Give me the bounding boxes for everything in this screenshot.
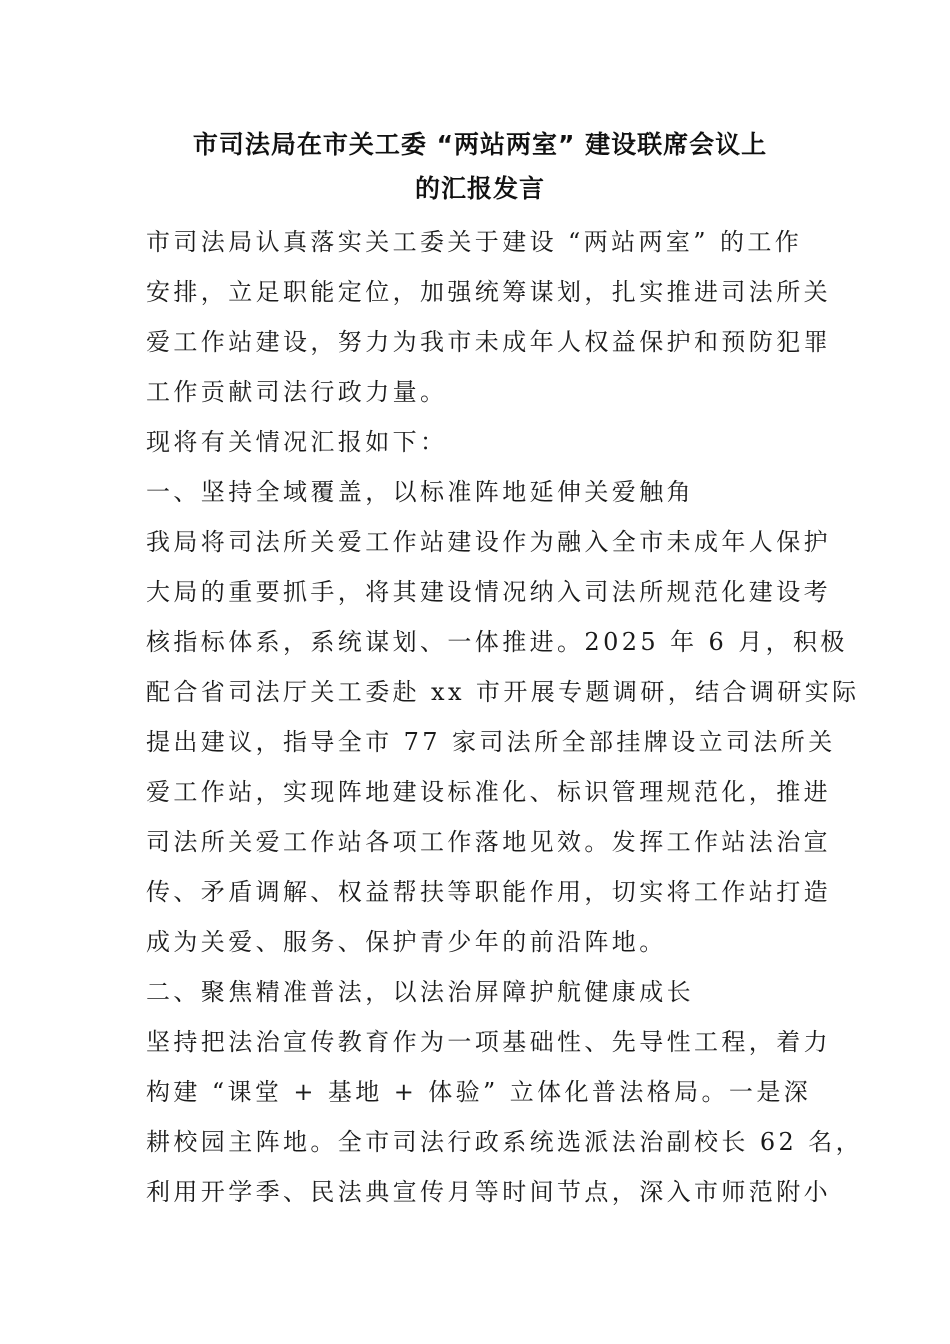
body-text-line: 提出建议，指导全市 77 家司法所全部挂牌设立司法所关 — [146, 728, 836, 756]
section-heading-2: 二、聚焦精准普法，以法治屏障护航健康成长 — [146, 978, 694, 1006]
body-text-line: 利用开学季、民法典宣传月等时间节点，深入市师范附小 — [146, 1178, 831, 1206]
section-heading-1: 一、坚持全域覆盖，以标准阵地延伸关爱触角 — [146, 478, 694, 506]
body-text-line: 司法所关爱工作站各项工作落地见效。发挥工作站法治宣 — [146, 828, 831, 856]
body-text-line: 核指标体系，系统谋划、一体推进。2025 年 6 月，积极 — [146, 628, 848, 656]
body-text-line: 成为关爱、服务、保护青少年的前沿阵地。 — [146, 928, 667, 956]
body-text-line: 爱工作站建设，努力为我市未成年人权益保护和预防犯罪 — [146, 328, 831, 356]
body-text-line: 大局的重要抓手，将其建设情况纳入司法所规范化建设考 — [146, 578, 831, 606]
body-text-line: 工作贡献司法行政力量。 — [146, 378, 448, 406]
body-text-line: 爱工作站，实现阵地建设标准化、标识管理规范化，推进 — [146, 778, 831, 806]
body-text-line: 配合省司法厅关工委赴 xx 市开展专题调研，结合调研实际 — [146, 678, 860, 706]
body-text-line: 现将有关情况汇报如下： — [146, 428, 448, 456]
body-text-line: 传、矛盾调解、权益帮扶等职能作用，切实将工作站打造 — [146, 878, 831, 906]
body-text-line: 我局将司法所关爱工作站建设作为融入全市未成年人保护 — [146, 528, 831, 556]
body-text-line: 安排，立足职能定位，加强统筹谋划，扎实推进司法所关 — [146, 278, 831, 306]
body-text-line: 耕校园主阵地。全市司法行政系统选派法治副校长 62 名， — [146, 1128, 863, 1156]
body-text-line: 坚持把法治宣传教育作为一项基础性、先导性工程，着力 — [146, 1028, 831, 1056]
body-text-line: 构建 “课堂 + 基地 + 体验” 立体化普法格局。一是深 — [146, 1078, 812, 1106]
body-text-line: 市司法局认真落实关工委关于建设 “两站两室” 的工作 — [146, 228, 803, 256]
document-title-line-2: 的汇报发言 — [414, 174, 545, 203]
document-title-line-1: 市司法局在市关工委 “两站两室” 建设联席会议上 — [192, 130, 768, 159]
